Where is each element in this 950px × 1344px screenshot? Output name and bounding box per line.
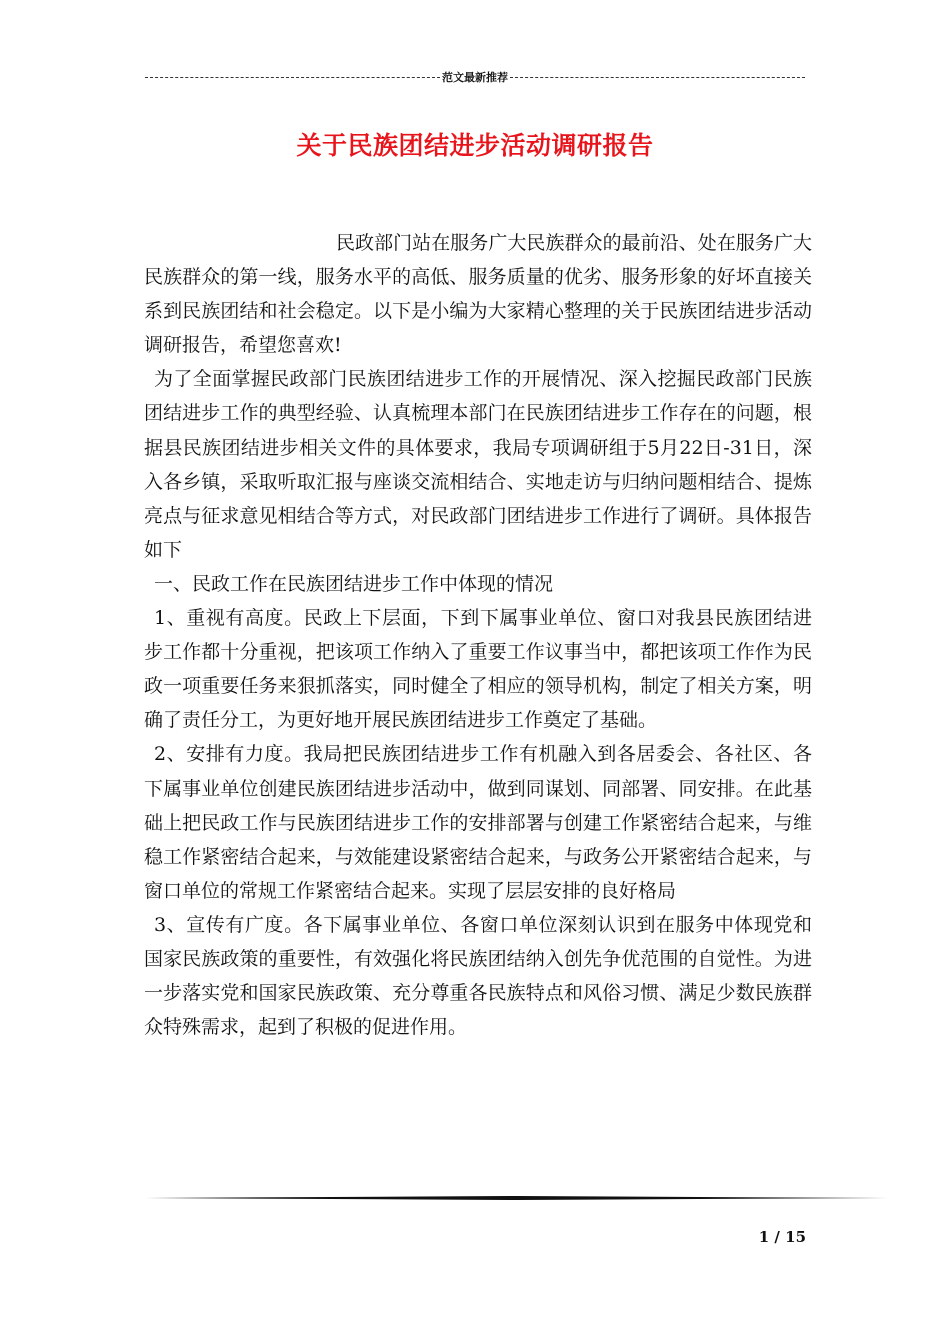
page-number: 1 / 15 — [758, 1228, 806, 1246]
header-label: 范文最新推荐 — [442, 71, 508, 84]
paragraph-item-3: 3、宣传有广度。各下属事业单位、各窗口单位深刻认识到在服务中体现党和国家民族政策的重要性，有效强化将民族团结纳入创先争优范围的自觉性。为进一步落实党和国家民族政策、充分尊重各民族特点和风俗习惯、满足少数民族群众特殊需求，起到了积极的促进作用。 — [144, 913, 812, 1039]
document-title: 关于民族团结进步活动调研报告 — [296, 131, 654, 160]
section-heading-1: 一、民政工作在民族团结进步工作中体现的情况 — [154, 572, 554, 595]
paragraph-item-2: 2、安排有力度。我局把民族团结进步工作有机融入到各居委会、各社区、各下属事业单位创建民族团结进步活动中，做到同谋划、同部署、同安排。在此基础上把民政工作与民族团结进步工作的安排部署与创建工作紧密结合起来，与维稳工作紧密结合起来，与效能建设紧密结合起来，与政务公开紧密结合起来，与窗口单位的常规工作紧密结合起来。实现了层层安排的良好格局 — [144, 743, 812, 902]
header-dash-right — [510, 77, 805, 78]
page-header — [145, 66, 805, 88]
header-dash-left — [145, 77, 440, 78]
footer-rule — [146, 1196, 888, 1200]
paragraph-purpose: 为了全面掌握民政部门民族团结进步工作的开展情况、深入挖掘民政部门民族团结进步工作的典型经验、认真梳理本部门在民族团结进步工作存在的问题，根据县民族团结进步相关文件的具体要求，我局专项调研组于5月22日-31日，深入各乡镇，采取听取汇报与座谈交流相结合、实地走访与归纳问题相结合、提炼亮点与征求意见相结合等方式，对民政部门团结进步工作进行了调研。具体报告如下 — [144, 368, 812, 561]
paragraph-item-1: 1、重视有高度。民政上下层面，下到下属事业单位、窗口对我县民族团结进步工作都十分重视，把该项工作纳入了重要工作议事当中，都把该项工作作为民政一项重要任务来狠抓落实，同时健全了相应的领导机构，制定了相关方案，明确了责任分工，为更好地开展民族团结进步工作奠定了基础。 — [144, 607, 812, 732]
paragraph-intro: 民政部门站在服务广大民族群众的最前沿、处在服务广大民族群众的第一线，服务水平的高低、服务质量的优劣、服务形象的好坏直接关系到民族团结和社会稳定。以下是小编为大家精心整理的关于民族团结进步活动调研报告，希望您喜欢! — [144, 232, 812, 357]
document-body — [144, 226, 812, 1044]
